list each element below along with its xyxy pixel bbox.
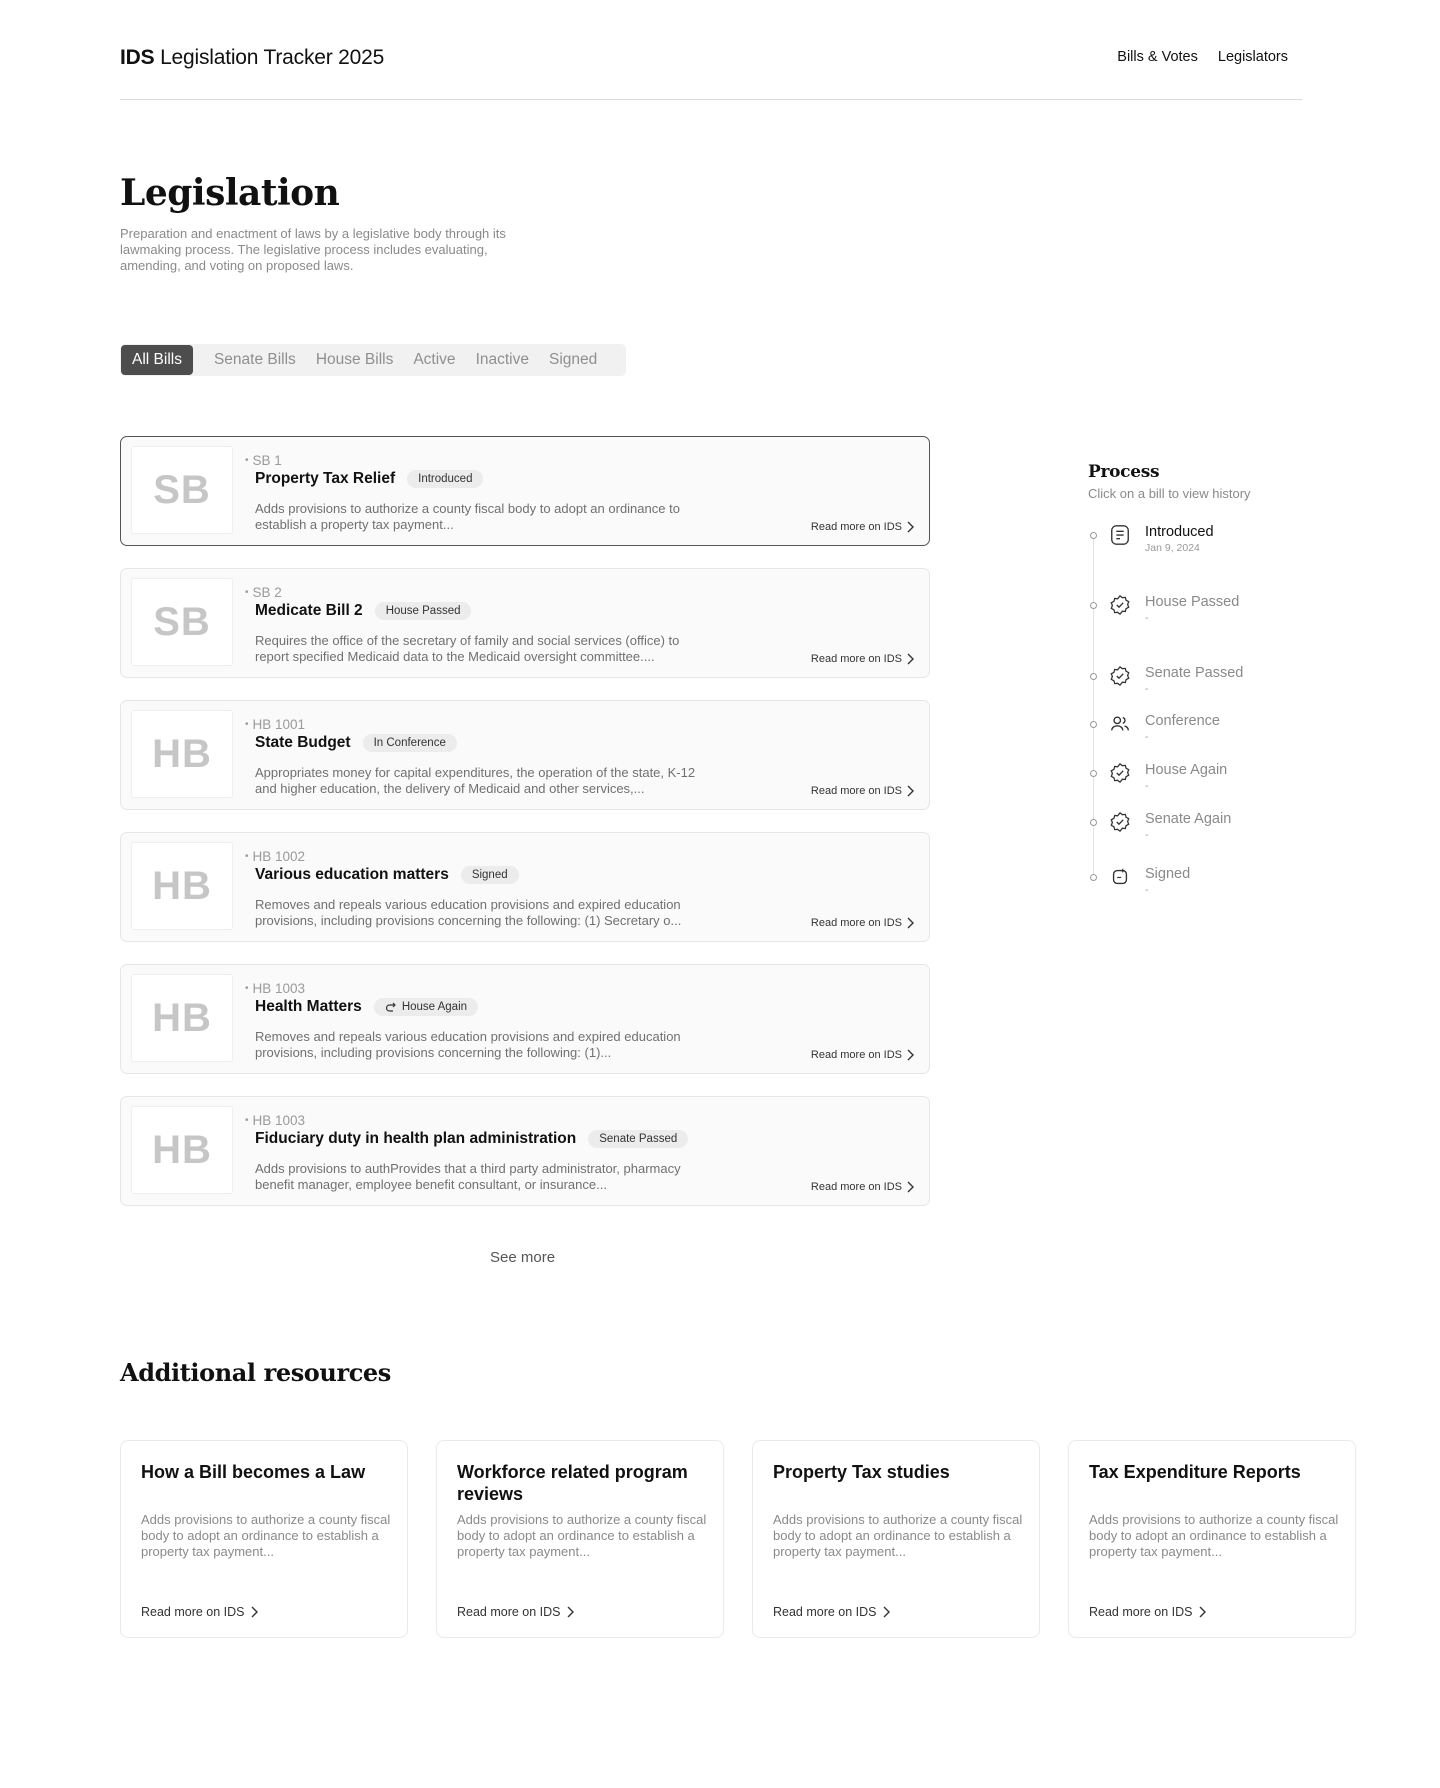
timeline-dot (1090, 819, 1097, 826)
timeline-dot (1090, 721, 1097, 728)
status-badge (407, 470, 483, 488)
read-more-label: Read more on IDS (1089, 1605, 1193, 1619)
step-label: House Passed (1145, 594, 1240, 610)
bill-description: Appropriates money for capital expenditures, the operation of the state, K-12 and higher education, the delivery of Medicaid and other services,... (255, 765, 696, 796)
bill-thumbnail: HB (131, 710, 233, 798)
status-badge (588, 1130, 688, 1148)
chevron-right-icon (906, 917, 915, 929)
tab-all-bills[interactable]: All Bills (121, 345, 193, 375)
status-label: Introduced (418, 473, 473, 485)
bill-title-row (255, 470, 483, 488)
bill-number: • SB 2 (245, 585, 282, 600)
read-more-link[interactable] (457, 1605, 575, 1619)
bill-title: Medicate Bill 2 (255, 602, 363, 619)
step-label: Conference (1145, 713, 1220, 729)
read-more-link[interactable] (811, 1181, 915, 1193)
chevron-right-icon (906, 653, 915, 665)
bill-card[interactable] (120, 832, 930, 942)
step-date: - (1145, 612, 1149, 624)
read-more-link[interactable] (1089, 1605, 1207, 1619)
status-badge (461, 866, 519, 884)
chevron-right-icon (882, 1606, 891, 1618)
timeline-dot (1090, 874, 1097, 881)
chevron-right-icon (906, 1049, 915, 1061)
bill-number: • HB 1003 (245, 1113, 305, 1128)
status-badge (375, 602, 472, 620)
document-icon (1109, 524, 1131, 546)
bill-card[interactable] (120, 700, 930, 810)
bill-title-row (255, 866, 519, 884)
badge-check-icon (1109, 665, 1131, 687)
bill-description: Requires the office of the secretary of family and social services (office) to report specified Medicaid data to the Medicaid oversight committee.... (255, 633, 680, 664)
status-label: House Passed (385, 605, 461, 617)
read-more-label: Read more on IDS (810, 785, 902, 797)
bill-title: Various education matters (255, 866, 449, 883)
resource-card-title: Property Tax studies (773, 1462, 950, 1482)
status-label: Senate Passed (599, 1133, 678, 1145)
step-date: - (1145, 780, 1149, 792)
process-step-signed (1088, 866, 1190, 896)
chevron-right-icon (250, 1606, 259, 1618)
status-label: Signed (471, 869, 508, 881)
bill-thumbnail: SB (131, 446, 233, 534)
bill-list (120, 436, 930, 1228)
bill-thumbnail: HB (131, 1106, 233, 1194)
brand-name: Legislation Tracker 2025 (160, 46, 385, 69)
read-more-link[interactable] (773, 1605, 891, 1619)
status-badge (374, 998, 478, 1016)
page-description: Preparation and enactment of laws by a legislative body through its lawmaking process. The legislative process includes evaluating, amending, and voting on proposed laws. (120, 226, 506, 273)
resource-card[interactable] (752, 1440, 1040, 1638)
signed-icon (1109, 866, 1131, 888)
process-step-senate-again (1088, 811, 1231, 841)
process-step-introduced (1088, 524, 1214, 554)
badge-check-icon (1109, 594, 1131, 616)
resource-card-description: Adds provisions to authorize a county fiscal body to adopt an ordinance to establish a property tax payment... (1089, 1512, 1339, 1559)
process-panel (1088, 462, 1328, 896)
resource-card-title: Tax Expenditure Reports (1089, 1462, 1301, 1482)
read-more-label: Read more on IDS (810, 653, 902, 665)
read-more-label: Read more on IDS (773, 1605, 877, 1619)
status-badge (363, 734, 457, 752)
read-more-link[interactable] (811, 1049, 915, 1061)
badge-check-icon (1109, 811, 1131, 833)
process-step-conference (1088, 713, 1220, 743)
chevron-right-icon (906, 1181, 915, 1193)
bill-card[interactable] (120, 964, 930, 1074)
step-date: Jan 9, 2024 (1145, 542, 1200, 554)
chevron-right-icon (1198, 1606, 1207, 1618)
bill-title: Health Matters (255, 998, 362, 1015)
resource-card-description: Adds provisions to authorize a county fiscal body to adopt an ordinance to establish a property tax payment... (457, 1512, 707, 1559)
resource-card-title: How a Bill becomes a Law (141, 1462, 366, 1482)
brand-title[interactable] (120, 46, 384, 70)
bill-number: • HB 1003 (245, 981, 305, 996)
step-label: Introduced (1145, 524, 1214, 540)
resource-card-description: Adds provisions to authorize a county fiscal body to adopt an ordinance to establish a property tax payment... (773, 1512, 1023, 1559)
step-date: - (1145, 683, 1149, 695)
status-label: House Again (401, 1001, 468, 1013)
bill-description: Removes and repeals various education provisions and expired education provisions, including provisions concerning the following: (1)... (255, 1029, 681, 1060)
bill-card[interactable] (120, 568, 930, 678)
timeline-dot (1090, 602, 1097, 609)
chevron-right-icon (906, 785, 915, 797)
see-more-button[interactable]: See more (490, 1249, 556, 1266)
badge-check-icon (1109, 762, 1131, 784)
tab-active[interactable]: Active (413, 351, 456, 368)
step-date: - (1145, 829, 1149, 841)
bill-thumbnail: HB (131, 974, 233, 1062)
nav-legislators[interactable]: Legislators (1217, 49, 1288, 65)
read-more-link[interactable] (811, 521, 915, 533)
read-more-link[interactable] (811, 653, 915, 665)
bill-thumbnail: HB (131, 842, 233, 930)
timeline-dot (1090, 770, 1097, 777)
timeline-dot (1090, 673, 1097, 680)
read-more-label: Read more on IDS (141, 1605, 245, 1619)
resource-card-description: Adds provisions to authorize a county fiscal body to adopt an ordinance to establish a property tax payment... (141, 1512, 391, 1559)
step-label: Senate Again (1145, 811, 1232, 827)
read-more-label: Read more on IDS (810, 1049, 902, 1061)
process-step-house-passed (1088, 594, 1239, 624)
bill-thumbnail: SB (131, 578, 233, 666)
page-title: Legislation (120, 172, 340, 214)
tab-signed[interactable]: Signed (548, 351, 598, 368)
resource-card[interactable] (436, 1440, 724, 1638)
read-more-label: Read more on IDS (810, 917, 902, 929)
chevron-right-icon (566, 1606, 575, 1618)
step-date: - (1145, 731, 1149, 743)
tab-senate-bills[interactable]: Senate Bills (213, 351, 296, 368)
bill-number: • SB 1 (245, 453, 282, 468)
read-more-link[interactable] (811, 785, 915, 797)
process-title: Process (1088, 462, 1160, 482)
bill-description: Adds provisions to authProvides that a third party administrator, pharmacy benefit manager, employee benefit consultant, or insurance... (255, 1161, 681, 1192)
read-more-link[interactable] (141, 1605, 259, 1619)
tab-house-bills[interactable]: House Bills (315, 351, 394, 368)
read-more-label: Read more on IDS (810, 1181, 902, 1193)
step-label: Signed (1145, 866, 1191, 882)
site-header (120, 44, 1302, 100)
resource-card[interactable] (1068, 1440, 1356, 1638)
bill-title: State Budget (255, 734, 351, 751)
bill-description: Adds provisions to authorize a county fiscal body to adopt an ordinance to establish a property tax payment... (255, 501, 680, 532)
bill-number: • HB 1002 (245, 849, 305, 864)
read-more-label: Read more on IDS (457, 1605, 561, 1619)
users-icon (1109, 713, 1131, 735)
tab-inactive[interactable]: Inactive (475, 351, 529, 368)
step-date: - (1145, 884, 1149, 896)
step-label: Senate Passed (1145, 665, 1244, 681)
status-label: In Conference (373, 737, 446, 749)
bill-title-row (255, 1130, 688, 1148)
chevron-right-icon (906, 521, 915, 533)
nav-bills-votes[interactable]: Bills & Votes (1117, 49, 1198, 65)
step-label: House Again (1145, 762, 1228, 778)
read-more-link[interactable] (811, 917, 915, 929)
process-step-house-again (1088, 762, 1227, 792)
resources-title: Additional resources (120, 1358, 391, 1387)
process-subtitle: Click on a bill to view history (1088, 486, 1251, 501)
timeline-dot (1090, 532, 1097, 539)
resource-card-title: Workforce related program reviews (457, 1462, 688, 1504)
bill-card[interactable] (120, 1096, 930, 1206)
redo-icon (385, 1002, 397, 1013)
bill-title-row (255, 734, 457, 752)
bill-filter-tabs (120, 344, 626, 376)
bill-title-row (255, 602, 471, 620)
read-more-label: Read more on IDS (810, 521, 902, 533)
brand-bold: IDS (120, 46, 155, 69)
bill-title-row (255, 998, 478, 1016)
bill-title: Fiduciary duty in health plan administration (255, 1130, 577, 1147)
bill-description: Removes and repeals various education provisions and expired education provisions, including provisions concerning the following: (1) Secretary o... (255, 897, 682, 928)
bill-card[interactable] (120, 436, 930, 546)
bill-title: Property Tax Relief (255, 470, 396, 487)
bill-number: • HB 1001 (245, 717, 305, 732)
resource-cards (120, 1440, 1356, 1638)
process-step-senate-passed (1088, 665, 1243, 695)
top-nav (1117, 49, 1288, 65)
resource-card[interactable] (120, 1440, 408, 1638)
